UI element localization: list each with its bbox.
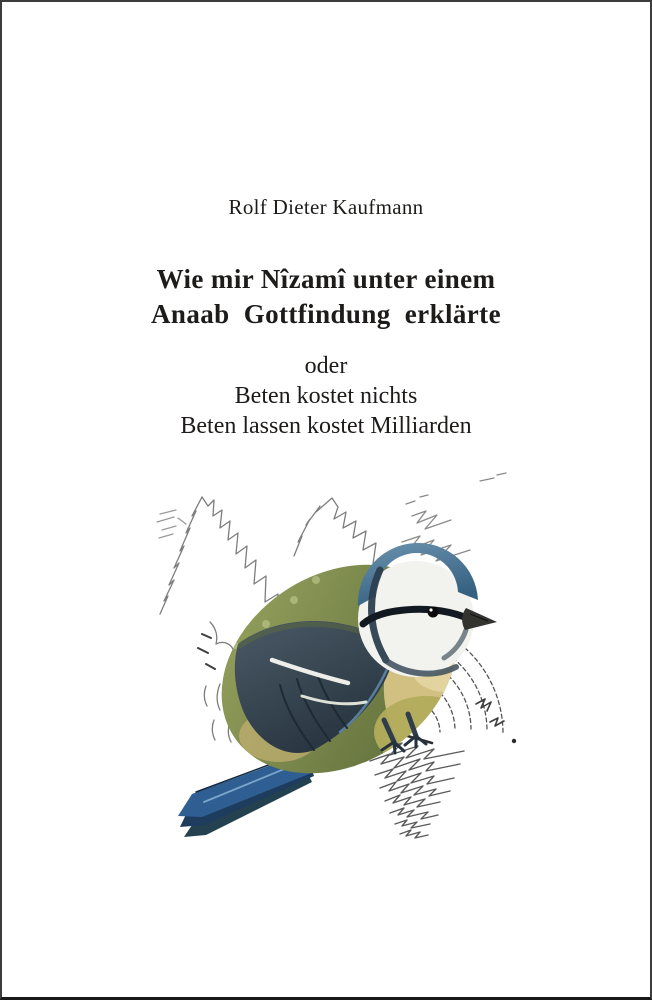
beak	[462, 608, 497, 630]
cover-illustration	[144, 464, 524, 844]
book-subtitle	[2, 351, 650, 441]
eye	[428, 607, 439, 618]
blue-tit-illustration	[144, 464, 524, 844]
eye-glint	[429, 608, 432, 611]
sketch-arc-accents	[476, 699, 504, 726]
subtitle-line-2: Beten lassen kostet Milliarden	[180, 413, 472, 439]
title-line-2: Anaab Gottfindung erklärte	[151, 299, 501, 329]
subtitle-connector: oder	[304, 353, 348, 379]
subtitle-line-1: Beten kostet nichts	[234, 383, 418, 409]
book-title	[2, 262, 650, 332]
bird-head	[358, 543, 497, 677]
sketch-dot	[512, 739, 516, 743]
title-line-1: Wie mir Nîzamî unter einem	[156, 264, 496, 294]
author-name: Rolf Dieter Kaufmann	[228, 195, 424, 219]
